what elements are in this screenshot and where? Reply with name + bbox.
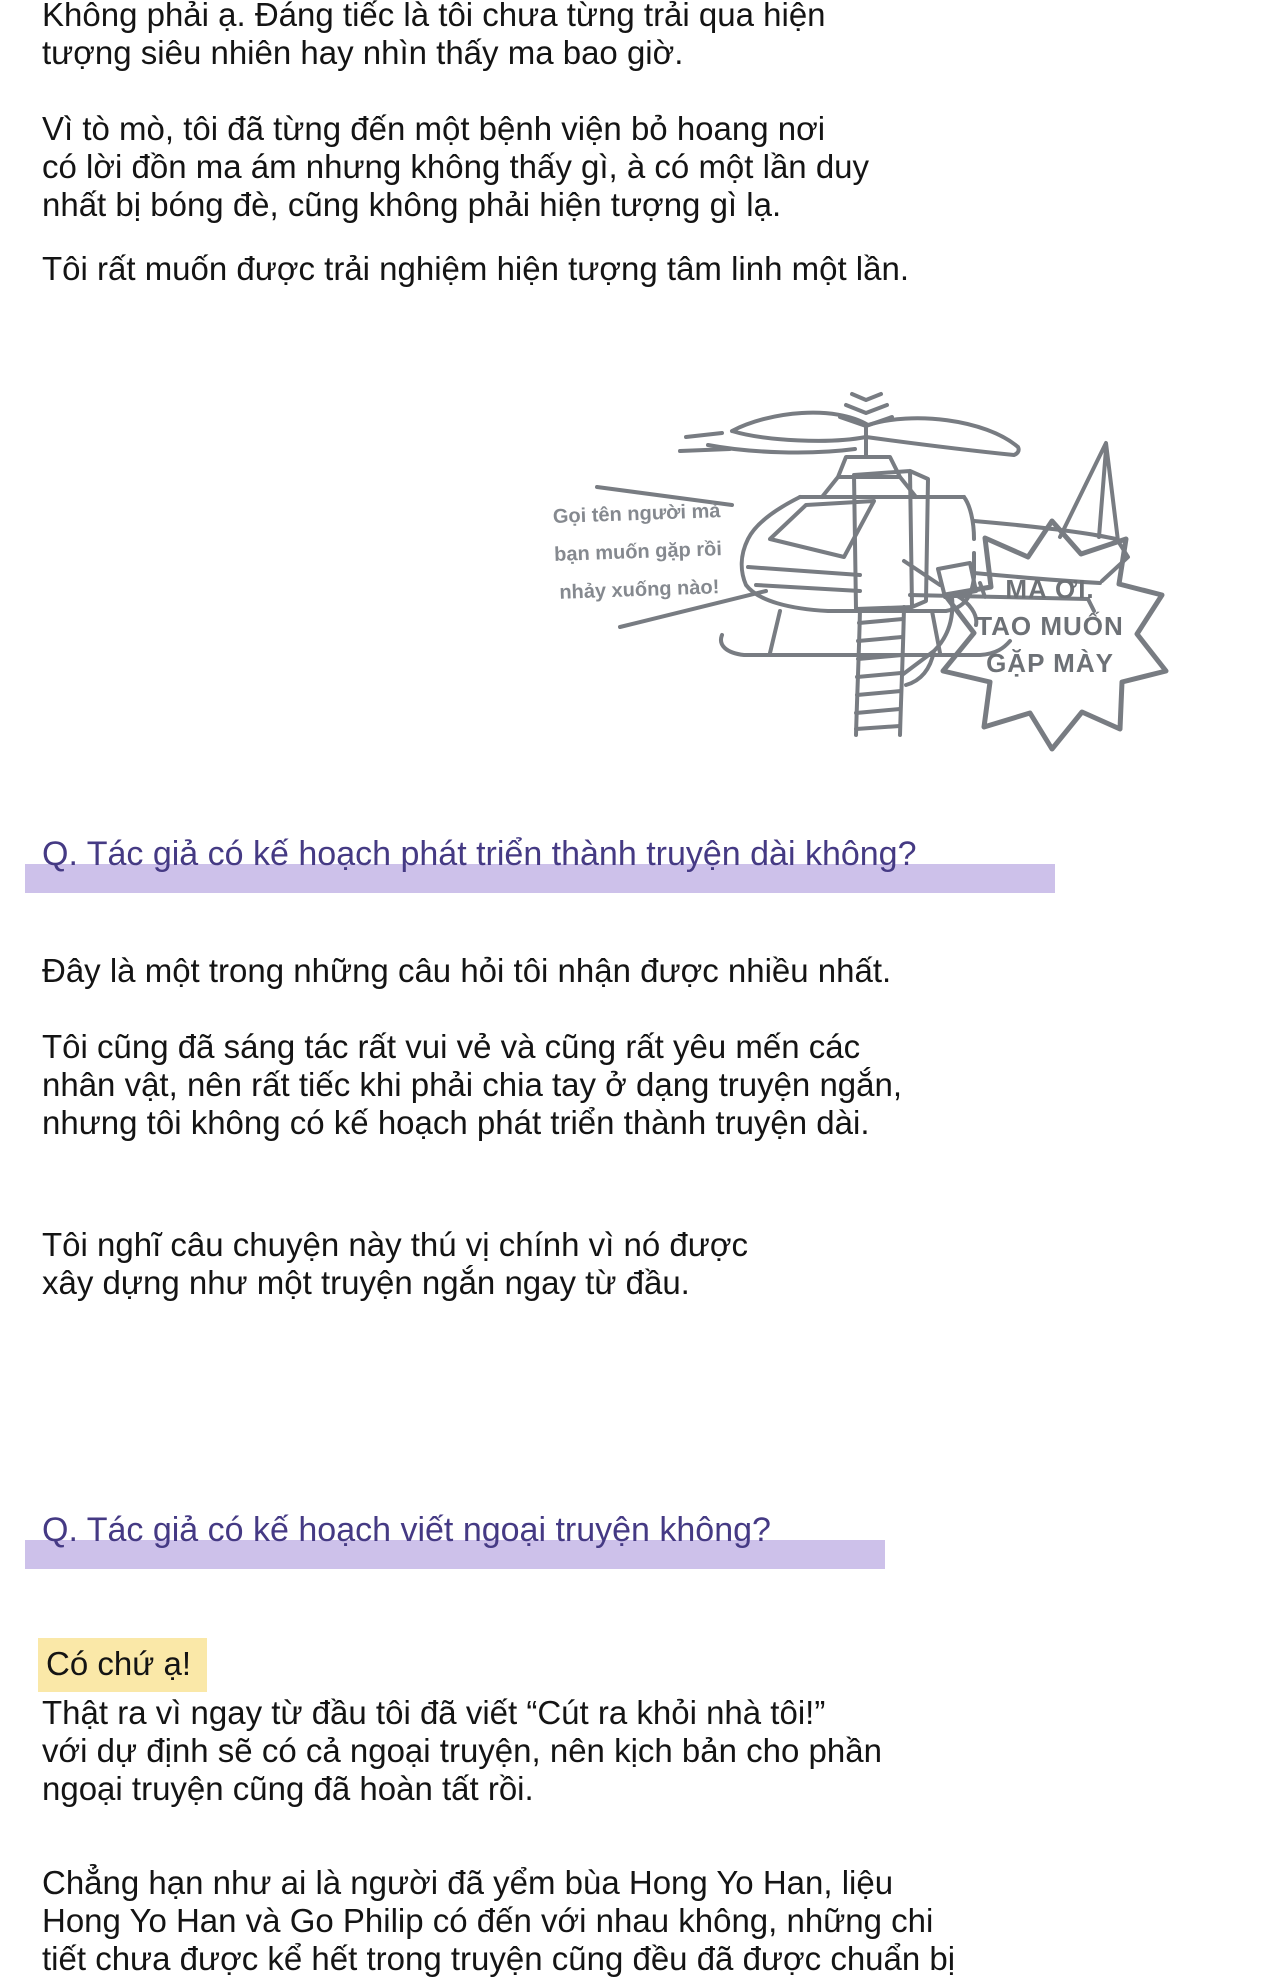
speech-bubble-text xyxy=(938,571,1162,682)
paragraph-line: Tôi rất muốn được trải nghiệm hiện tượng tâm linh một lần. xyxy=(42,250,910,287)
paragraph xyxy=(42,952,891,990)
rotor-blade-left xyxy=(732,413,868,441)
paragraph-line: Tôi cũng đã sáng tác rất vui vẻ và cũng rất yêu mến các xyxy=(42,1028,861,1065)
paragraph-line: nhân vật, nên rất tiếc khi phải chia tay ở dạng truyện ngắn, xyxy=(42,1066,903,1103)
bubble-line: MA ƠI. xyxy=(1005,574,1095,604)
handwritten-note xyxy=(516,491,760,613)
question-1-text: Q. Tác giả có kế hoạch phát triển thành truyện dài không? xyxy=(42,835,917,873)
paragraph-line: Thật ra vì ngay từ đầu tôi đã viết “Cút ra khỏi nhà tôi!” xyxy=(42,1694,826,1731)
paragraph xyxy=(42,250,909,288)
question-2 xyxy=(25,1510,771,1574)
rotor-housing xyxy=(822,457,916,497)
bubble-line: GẶP MÀY xyxy=(986,648,1114,678)
paragraph-line: tiết chưa được kể hết trong truyện cũng đều đã được chuẩn bị xyxy=(42,1940,956,1977)
note-line: bạn muốn gặp rồi xyxy=(553,538,723,566)
paragraph-line: với dự định sẽ có cả ngoại truyện, nên kịch bản cho phần xyxy=(42,1732,882,1769)
paragraph xyxy=(42,1694,882,1808)
question-2-text: Q. Tác giả có kế hoạch viết ngoại truyện không? xyxy=(42,1511,771,1549)
paragraph-line: Tôi nghĩ câu chuyện này thú vị chính vì nó được xyxy=(42,1226,748,1263)
paragraph-line: Hong Yo Han và Go Philip có đến với nhau không, những chi xyxy=(42,1902,934,1939)
paragraph-line: xây dựng như một truyện ngắn ngay từ đầu. xyxy=(42,1264,690,1301)
windshield xyxy=(770,501,874,557)
paragraph xyxy=(42,0,826,72)
answer-lead-highlight: Có chứ ạ! xyxy=(38,1638,207,1692)
helicopter-illustration xyxy=(440,325,1185,770)
question-1 xyxy=(25,834,917,898)
rotor-center xyxy=(840,394,892,457)
note-line: Gọi tên người mà xyxy=(552,500,721,528)
paragraph xyxy=(42,110,869,224)
bubble-line: TAO MUỐN xyxy=(976,611,1124,641)
paragraph-line: nhưng tôi không có kế hoạch phát triển thành truyện dài. xyxy=(42,1104,870,1141)
cabin-rear xyxy=(964,497,974,539)
note-line: nhảy xuống nào! xyxy=(558,576,720,604)
tail-fin xyxy=(1060,443,1128,581)
paragraph-line: ngoại truyện cũng đã hoàn tất rồi. xyxy=(42,1770,534,1807)
paragraph-line: Vì tò mò, tôi đã từng đến một bệnh viện bỏ hoang nơi xyxy=(42,110,826,147)
ladder-column xyxy=(854,471,928,609)
paragraph xyxy=(42,1226,748,1302)
paragraph xyxy=(42,1028,902,1142)
paragraph-line: nhất bị bóng đè, cũng không phải hiện tượng gì lạ. xyxy=(42,186,782,223)
paragraph-line: tượng siêu nhiên hay nhìn thấy ma bao giờ. xyxy=(42,34,684,71)
ladder-rails xyxy=(856,607,904,735)
paragraph-line: Đây là một trong những câu hỏi tôi nhận được nhiều nhất. xyxy=(42,952,892,989)
nose-panels xyxy=(748,567,860,591)
paragraph-line: có lời đồn ma ám nhưng không thấy gì, à có một lần duy xyxy=(42,148,870,185)
paragraph-line: Chẳng hạn như ai là người đã yểm bùa Hong Yo Han, liệu xyxy=(42,1864,894,1901)
paragraph-line: Không phải ạ. Đáng tiếc là tôi chưa từng trải qua hiện xyxy=(42,0,826,33)
paragraph xyxy=(42,1864,955,1978)
rotor-blade-right xyxy=(866,418,1019,455)
rotor-speed-lines xyxy=(680,433,730,451)
ladder-rungs xyxy=(856,619,903,729)
